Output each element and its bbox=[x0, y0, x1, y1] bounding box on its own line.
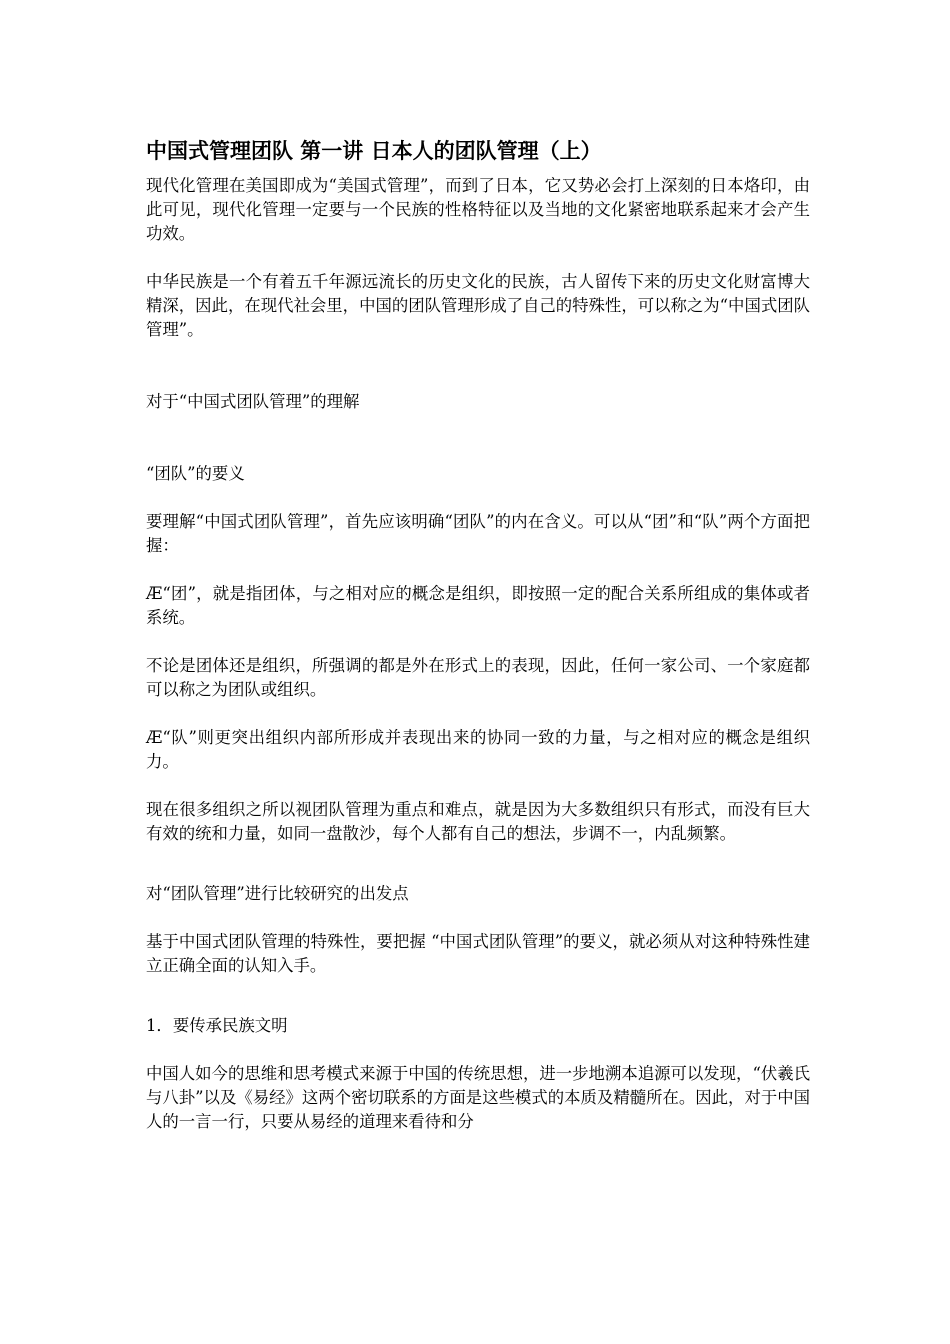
paragraph-organization: 不论是团体还是组织，所强调的都是外在形式上的表现，因此，任何一家公司、一个家庭都可以称之为团队或组织。 bbox=[146, 656, 810, 699]
document-title: 中国式管理团队 第一讲 日本人的团队管理（上） bbox=[146, 139, 602, 163]
document-page bbox=[146, 136, 810, 1134]
paragraph-intro: 现代化管理在美国即成为“美国式管理”，而到了日本，它又势必会打上深刻的日本烙印，由此可见，现代化管理一定要与一个民族的性格特征以及当地的文化紧密地联系起来才会产生功效。 bbox=[146, 176, 810, 243]
section-heading-understanding: 对于“中国式团队管理”的理解 bbox=[146, 392, 360, 411]
paragraph-comparison: 基于中国式团队管理的特殊性，要把握 “中国式团队管理”的要义，就必须从对这种特殊性建立正确全面的认知入手。 bbox=[146, 932, 810, 975]
section-heading-team-meaning: “团队”的要义 bbox=[146, 464, 245, 483]
paragraph-tuan: Æ“团”，就是指团体，与之相对应的概念是组织，即按照一定的配合关系所组成的集体或者系统。 bbox=[146, 584, 810, 627]
section-heading-civilization: 1．要传承民族文明 bbox=[146, 1016, 288, 1035]
section-heading-comparison: 对“团队管理”进行比较研究的出发点 bbox=[146, 884, 409, 903]
paragraph-dui: Æ“队”则更突出组织内部所形成并表现出来的协同一致的力量，与之相对应的概念是组织力。 bbox=[146, 728, 810, 771]
paragraph-team-meaning: 要理解“中国式团队管理”，首先应该明确“团队”的内在含义。可以从“团”和“队”两个方面把握： bbox=[146, 512, 810, 555]
paragraph-civilization: 中国人如今的思维和思考模式来源于中国的传统思想，进一步地溯本追源可以发现，“伏羲氏与八卦”以及《易经》这两个密切联系的方面是这些模式的本质及精髓所在。因此，对于中国人的一言一行，只要从易经的道理来看待和分 bbox=[146, 1064, 811, 1131]
paragraph-difficulty: 现在很多组织之所以视团队管理为重点和难点，就是因为大多数组织只有形式，而没有巨大有效的统和力量，如同一盘散沙，每个人都有自己的想法，步调不一，内乱频繁。 bbox=[146, 800, 810, 843]
paragraph-chinese-nation: 中华民族是一个有着五千年源远流长的历史文化的民族，古人留传下来的历史文化财富博大精深，因此，在现代社会里，中国的团队管理形成了自己的特殊性，可以称之为“中国式团队管理”。 bbox=[146, 272, 811, 339]
